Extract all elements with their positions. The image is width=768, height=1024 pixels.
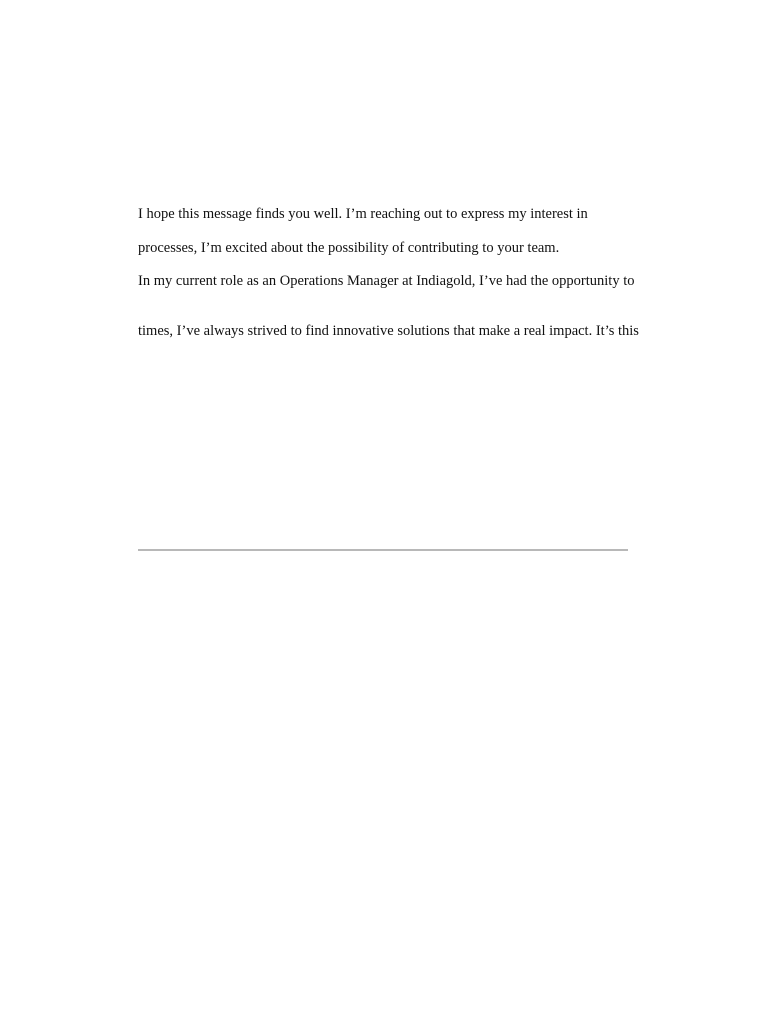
horizontal-divider — [138, 549, 628, 551]
text-line-2: processes, I’m excited about the possibility of contributing to your team. — [138, 240, 560, 256]
text-line-1: I hope this message finds you well. I’m reaching out to express my interest in — [138, 206, 588, 222]
text-line-3: In my current role as an Operations Manager at Indiagold, I’ve had the opportunity to — [138, 273, 635, 289]
text-line-4: times, I’ve always strived to find innovative solutions that make a real impact. It’s this — [138, 323, 639, 339]
